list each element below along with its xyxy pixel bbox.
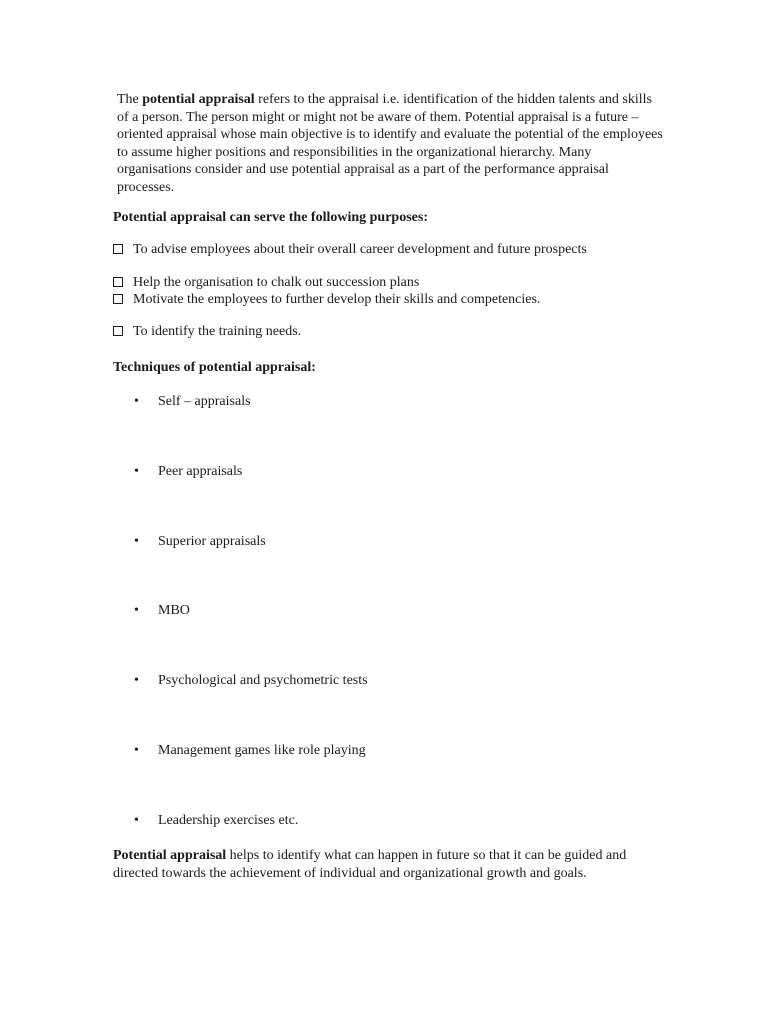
technique-item-text: Peer appraisals bbox=[158, 464, 243, 479]
technique-item bbox=[134, 463, 242, 481]
closing-term: Potential appraisal bbox=[113, 848, 227, 863]
intro-lead: The bbox=[117, 92, 143, 107]
purpose-item-text: To advise employees about their overall career development and future prospects bbox=[133, 242, 587, 257]
technique-item bbox=[134, 602, 190, 620]
checkbox-icon bbox=[113, 294, 123, 304]
checkbox-icon bbox=[113, 277, 123, 287]
checkbox-icon bbox=[113, 326, 123, 336]
technique-item-text: MBO bbox=[158, 603, 190, 618]
technique-item-text: Psychological and psychometric tests bbox=[158, 673, 368, 688]
technique-item-text: Superior appraisals bbox=[158, 534, 266, 549]
intro-paragraph bbox=[117, 91, 665, 197]
techniques-heading: Techniques of potential appraisal: bbox=[113, 360, 316, 375]
technique-item bbox=[134, 672, 368, 690]
technique-item bbox=[134, 533, 266, 551]
purpose-item bbox=[113, 274, 419, 292]
purpose-item bbox=[113, 323, 301, 341]
technique-item-text: Leadership exercises etc. bbox=[158, 813, 299, 828]
bullet-icon: • bbox=[134, 534, 139, 549]
technique-item bbox=[134, 742, 366, 760]
purpose-item-text: To identify the training needs. bbox=[133, 324, 302, 339]
purposes-heading: Potential appraisal can serve the following purposes: bbox=[113, 210, 428, 225]
purpose-item bbox=[113, 241, 587, 259]
bullet-icon: • bbox=[134, 743, 139, 758]
technique-item-text: Self – appraisals bbox=[158, 394, 251, 409]
intro-body: refers to the appraisal i.e. identification of the hidden talents and skills of a person. The person might or might not be aware of them. Potential appraisal is a future – oriented appraisal whose main objective is to identify and evaluate the potential of the employees to assume higher positions and responsibilities in the organizational hierarchy. Many organisations consider and use potential appraisal as a part of the performance appraisal processes. bbox=[117, 92, 663, 195]
closing-paragraph bbox=[113, 847, 665, 882]
technique-item bbox=[134, 393, 251, 411]
bullet-icon: • bbox=[134, 813, 139, 828]
intro-term: potential appraisal bbox=[142, 92, 255, 107]
bullet-icon: • bbox=[134, 464, 139, 479]
checkbox-icon bbox=[113, 244, 123, 254]
closing-body: helps to identify what can happen in future so that it can be guided and directed towards the achievement of individual and organizational growth and goals. bbox=[113, 848, 627, 881]
technique-item bbox=[134, 812, 298, 830]
purpose-item bbox=[113, 291, 540, 309]
bullet-icon: • bbox=[134, 603, 139, 618]
technique-item-text: Management games like role playing bbox=[158, 743, 366, 758]
purpose-item-text: Motivate the employees to further develop their skills and competencies. bbox=[133, 292, 541, 307]
bullet-icon: • bbox=[134, 673, 139, 688]
purpose-item-text: Help the organisation to chalk out succession plans bbox=[133, 275, 420, 290]
bullet-icon: • bbox=[134, 394, 139, 409]
